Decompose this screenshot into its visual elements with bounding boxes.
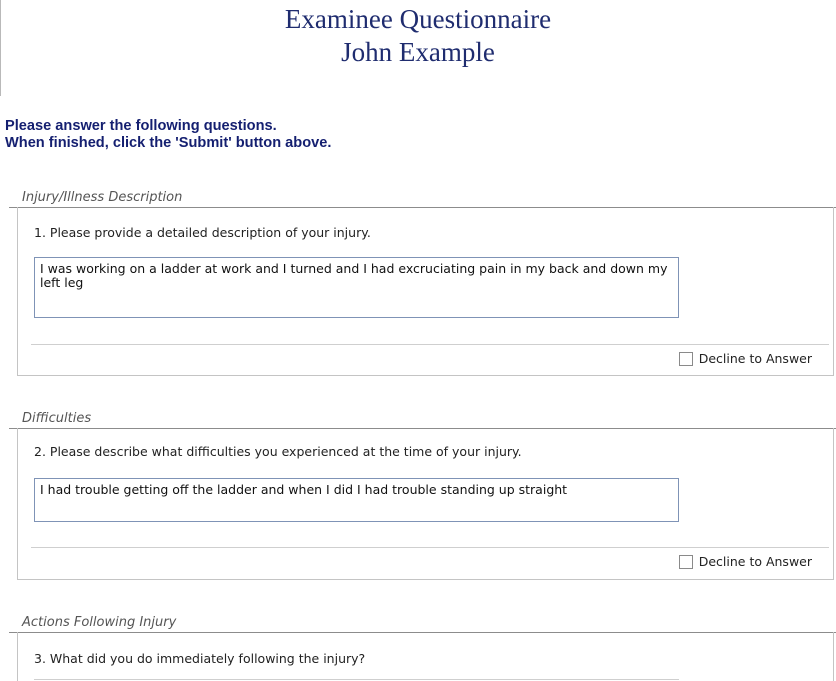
examinee-name: John Example [341,37,495,67]
decline-1[interactable] [679,351,812,367]
instructions-line-2: When finished, click the 'Submit' button above. [5,135,332,151]
section-1-box [17,207,834,376]
decline-2[interactable] [679,554,812,570]
section-2-divider [31,547,829,548]
page-title: Examinee Questionnaire [284,4,552,34]
section-3-legend: Actions Following Injury [22,615,177,630]
decline-2-label[interactable]: Decline to Answer [698,554,812,569]
section-3-box [17,632,834,681]
instructions [5,118,331,152]
instructions-line-1: Please answer the following questions. [5,118,277,134]
question-2-label: 2. Please describe what difficulties you experienced at the time of your injury. [34,444,522,459]
section-1-legend: Injury/Illness Description [22,190,183,205]
section-1-divider [31,344,829,345]
decline-1-label[interactable]: Decline to Answer [698,351,812,366]
answer-3-input-edge [34,679,679,680]
question-3-label: 3. What did you do immediately following the injury? [34,651,366,666]
decline-1-checkbox[interactable] [679,352,693,366]
section-2-box [17,428,834,580]
section-2-legend: Difficulties [22,411,92,426]
question-1-label: 1. Please provide a detailed description of your injury. [34,225,371,240]
answer-2-input[interactable] [34,478,679,522]
answer-1-input[interactable] [34,257,679,318]
decline-2-checkbox[interactable] [679,555,693,569]
